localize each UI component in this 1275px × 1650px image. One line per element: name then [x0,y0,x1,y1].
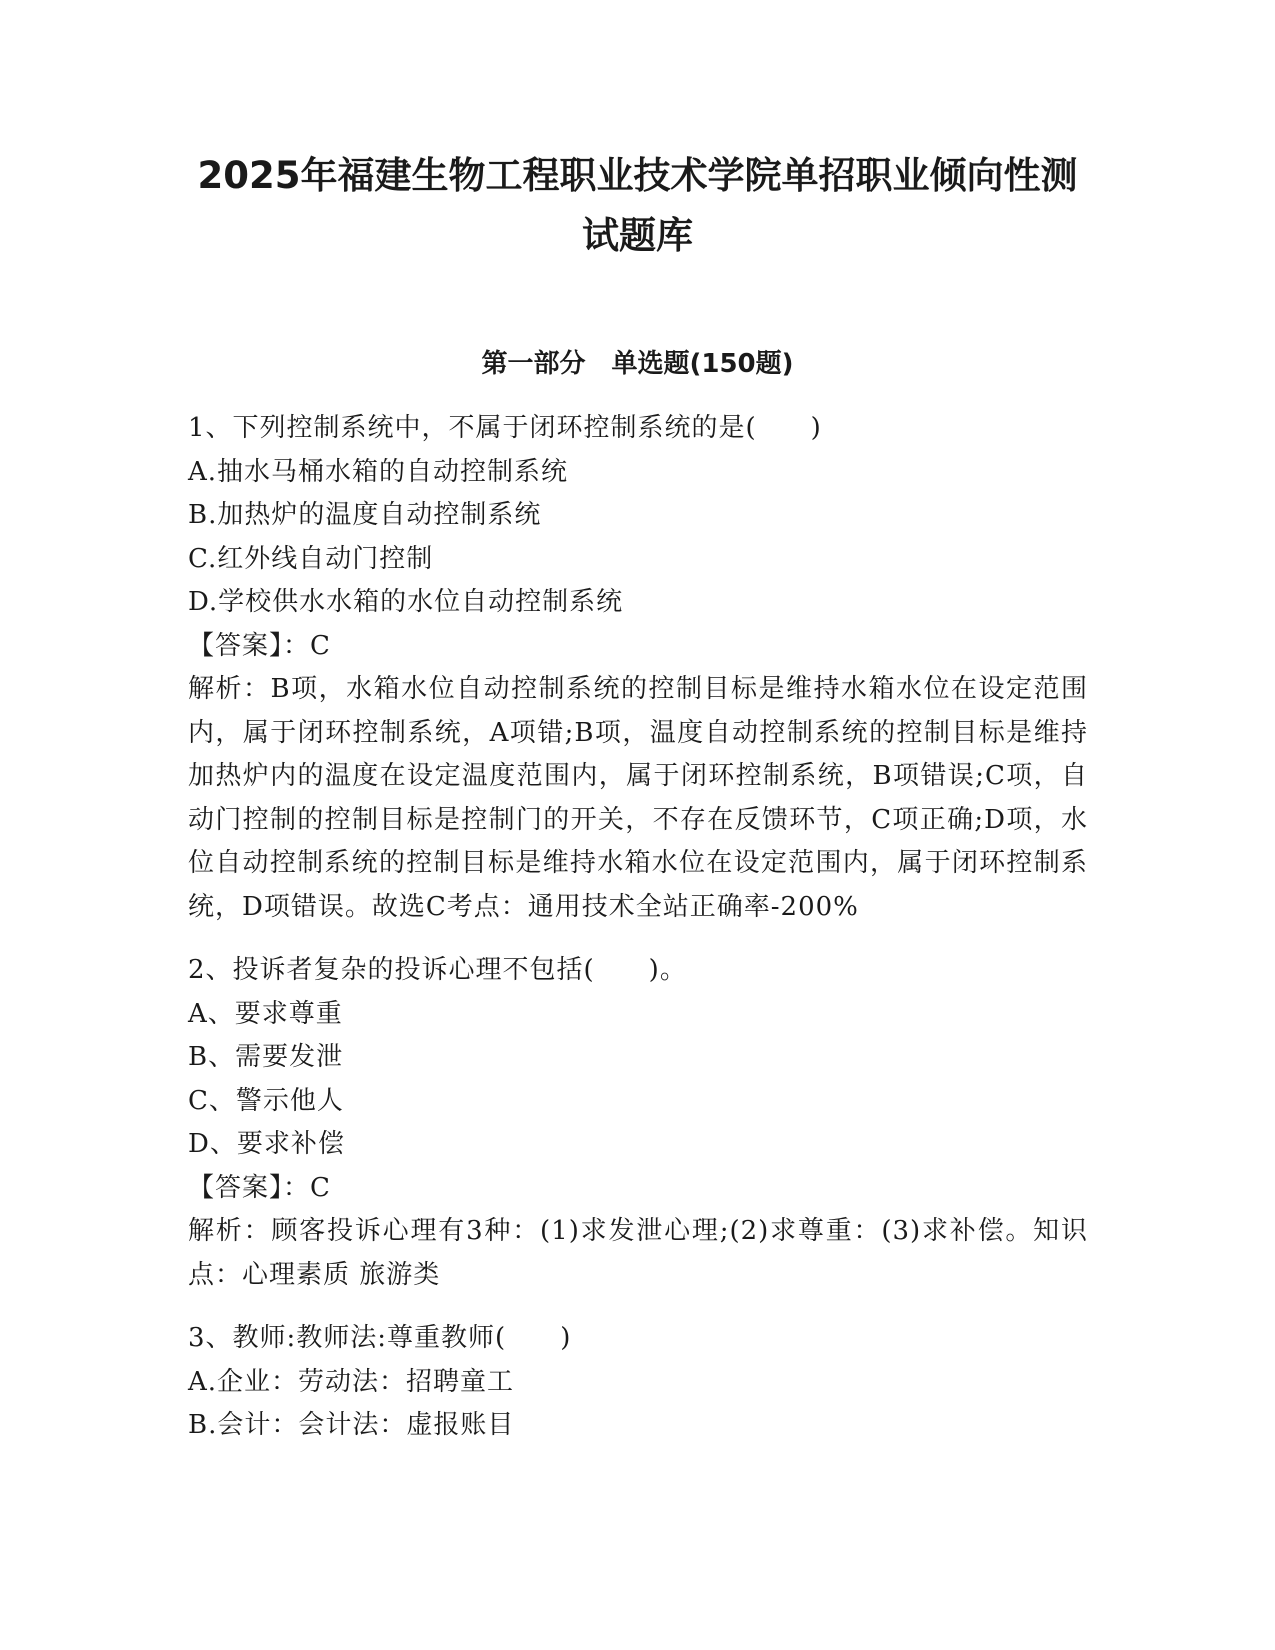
option-d: D.学校供水水箱的水位自动控制系统 [188,587,624,617]
question-3 [188,1317,1088,1448]
explanation: 解析：顾客投诉心理有3种：(1)求发泄心理;(2)求尊重：(3)求补偿。知识点：心理素质 旅游类 [188,1216,1088,1290]
option-d: D、要求补偿 [188,1129,345,1159]
answer: 【答案】：C [188,1172,331,1203]
document-title [150,146,1125,266]
option-c: C.红外线自动门控制 [188,543,434,574]
question-list [188,407,1088,1468]
option-a: A.抽水马桶水箱的自动控制系统 [188,456,569,487]
title-line-2: 试题库 [582,214,693,257]
question-stem: 1、下列控制系统中，不属于闭环控制系统的是( ) [188,413,822,443]
question-stem: 2、投诉者复杂的投诉心理不包括( )。 [188,955,687,985]
option-b: B.加热炉的温度自动控制系统 [188,500,542,530]
title-line-1: 2025年福建生物工程职业技术学院单招职业倾向性测 [197,154,1078,197]
answer: 【答案】：C [188,630,331,661]
option-b: B.会计：会计法：虚报账目 [188,1410,515,1440]
option-b: B、需要发泄 [188,1042,344,1072]
section-heading: 第一部分 单选题(150题) [481,349,794,379]
explanation: 解析：B项，水箱水位自动控制系统的控制目标是维持水箱水位在设定范围内，属于闭环控制系统，A项错;B项，温度自动控制系统的控制目标是维持加热炉内的温度在设定温度范围内，属于闭环控制系统，B项错误;C项，自动门控制的控制目标是控制门的开关，不存在反馈环节，C项正确;D项，水位自动控制系统的控制目标是维持水箱水位在设定范围内，属于闭环控制系统，D项错误。故选C考点：通用技术全站正确率-200% [188,674,1088,922]
question-stem: 3、教师:教师法:尊重教师( ) [188,1323,572,1353]
option-c: C、警示他人 [188,1085,344,1116]
question-1 [188,407,1088,929]
option-a: A、要求尊重 [188,998,343,1029]
question-2 [188,949,1088,1297]
option-a: A.企业：劳动法：招聘童工 [188,1366,515,1397]
